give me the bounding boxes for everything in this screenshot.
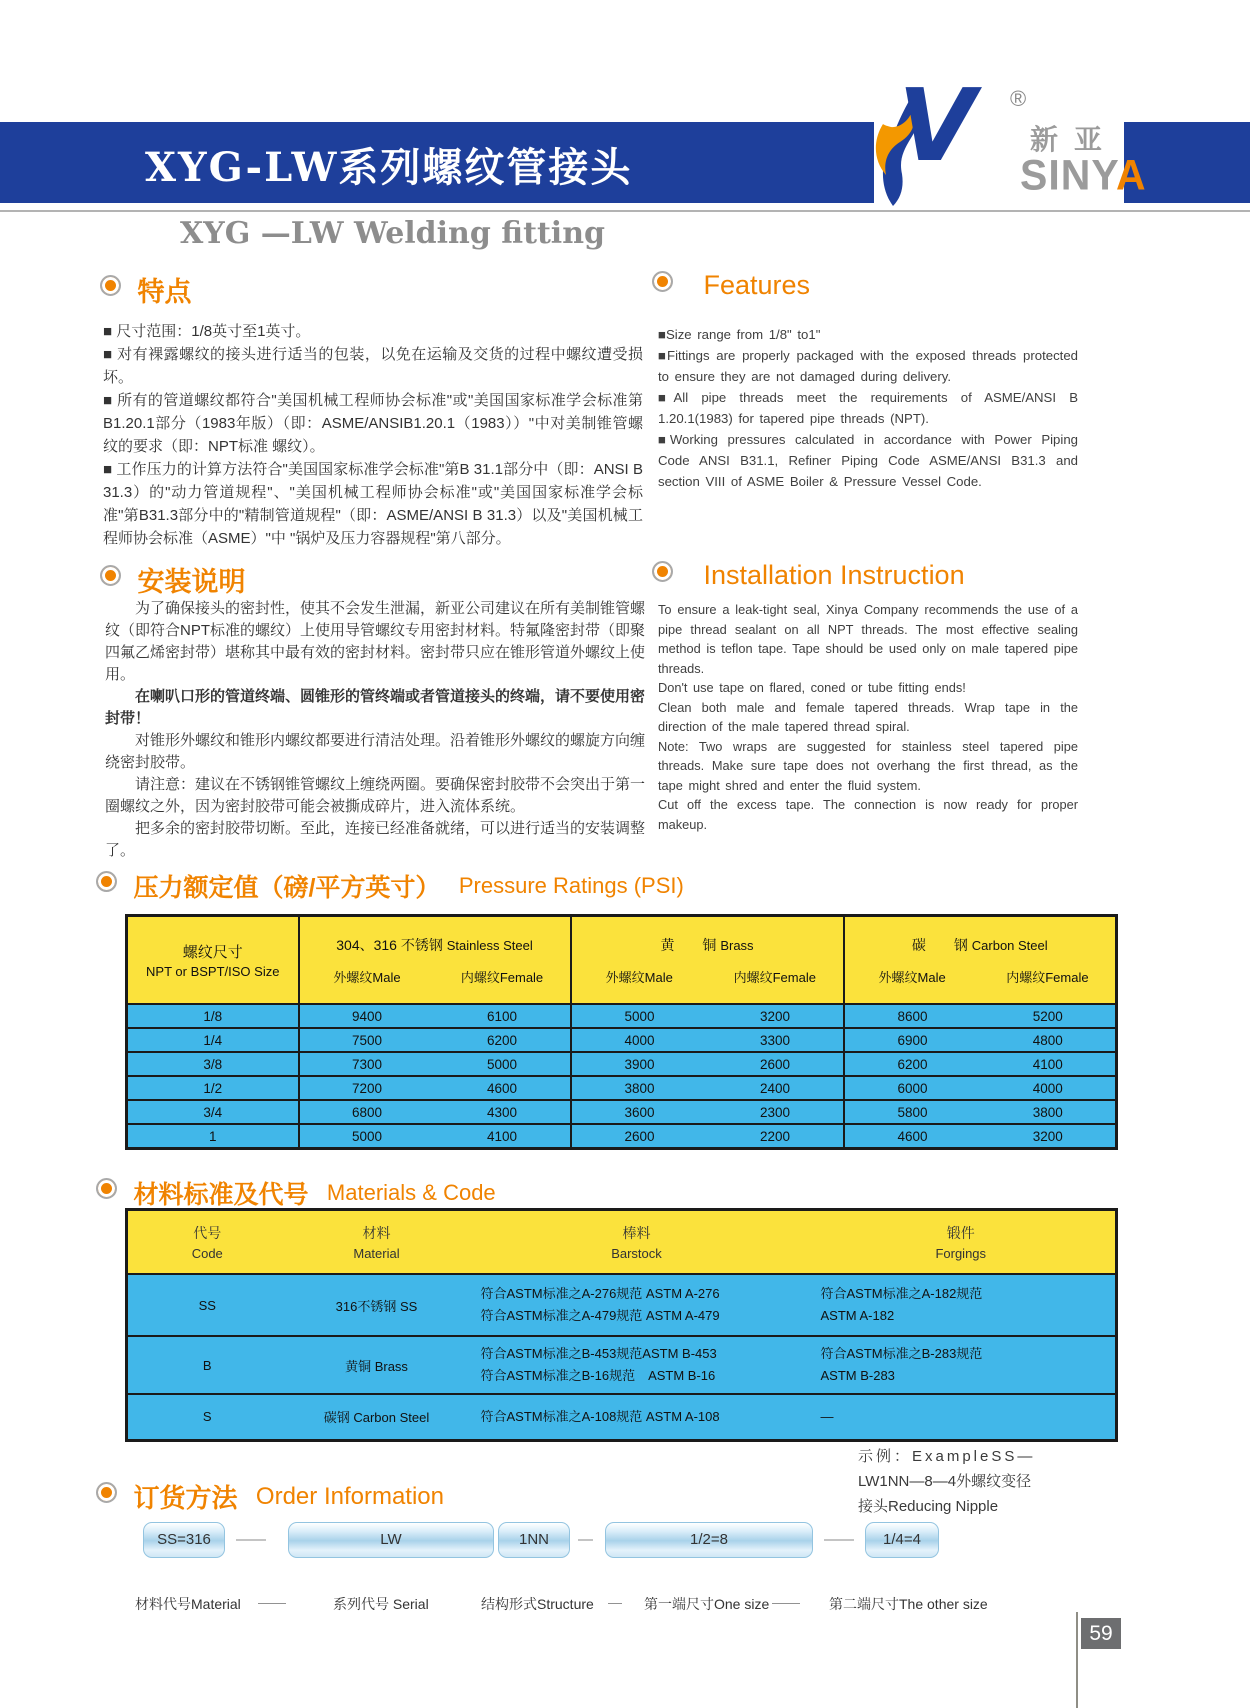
- page-number-rule: [1076, 1612, 1078, 1708]
- code-cell: B: [127, 1336, 287, 1394]
- forgings-cell: 符合ASTM标准之B-283规范 ASTM B-283: [807, 1336, 1117, 1394]
- order-label-dash: ——: [258, 1594, 286, 1610]
- sinya-logo: [872, 67, 1147, 208]
- pressure-value: 5000: [435, 1052, 571, 1076]
- stainless-group-header: 304、316 不锈钢 Stainless Steel 外螺纹Male 内螺纹Female: [299, 916, 571, 1005]
- pressure-value: 4600: [844, 1124, 981, 1149]
- pressure-value: 4600: [435, 1076, 571, 1100]
- materials-header-row: [127, 1210, 1117, 1275]
- section-bullet-icon: [100, 565, 121, 586]
- logo-brand-en: SINYA: [1020, 150, 1147, 200]
- pressure-value: 2400: [708, 1076, 844, 1100]
- header-divider: [0, 210, 1250, 212]
- pressure-value: 3900: [571, 1052, 708, 1076]
- order-label-dash: ——: [772, 1594, 800, 1610]
- section-bullet-icon: [100, 275, 121, 296]
- install-en-body: [658, 600, 1078, 834]
- pressure-value: 6100: [435, 1004, 571, 1028]
- pressure-value: 2300: [708, 1100, 844, 1124]
- pressure-value: 2600: [708, 1052, 844, 1076]
- pressure-value: 5200: [981, 1004, 1117, 1028]
- materials-row: [127, 1394, 1117, 1440]
- pressure-value: 4300: [435, 1100, 571, 1124]
- registered-trademark-icon: ®: [1010, 86, 1027, 111]
- size-cell: 1: [127, 1124, 299, 1149]
- pressure-value: 9400: [299, 1004, 435, 1028]
- feature-item: ■All pipe threads meet the requirements of ASME/ANSI B 1.20.1(1983) for tapered pipe threads (NPT).: [658, 390, 1078, 426]
- pressure-value: 4100: [435, 1124, 571, 1149]
- order-label-serial: 系列代号 Serial: [333, 1596, 429, 1612]
- pressure-value: 3200: [981, 1124, 1117, 1149]
- materials-row: [127, 1274, 1117, 1336]
- pressure-header-row: [127, 916, 1117, 1005]
- pressure-value: 3600: [571, 1100, 708, 1124]
- pressure-value: 5800: [844, 1100, 981, 1124]
- pressure-value: 5000: [571, 1004, 708, 1028]
- code-column-header: 代号 Code: [127, 1210, 287, 1275]
- pressure-row: [127, 1028, 1117, 1052]
- pressure-value: 7200: [299, 1076, 435, 1100]
- order-label-size-one: 第一端尺寸One size: [644, 1596, 770, 1612]
- logo-v-letter: V: [898, 67, 976, 184]
- install-paragraph: 请注意：建议在不锈钢锥管螺纹上缠绕两圈。要确保密封胶带不会突出于第一圈螺纹之外，因为密封胶带可能会被撕成碎片，进入流体系统。: [105, 776, 646, 815]
- pressure-value: 7500: [299, 1028, 435, 1052]
- feature-item: ■ 对有裸露螺纹的接头进行适当的包装，以免在运输及交货的过程中螺纹遭受损坏。: [103, 346, 643, 386]
- section-bullet-icon: [96, 871, 117, 892]
- feature-item: ■ 尺寸范围：1/8英寸至1英寸。: [103, 323, 311, 340]
- pressure-value: 6800: [299, 1100, 435, 1124]
- page-subtitle: XYG —LW Welding fitting: [180, 216, 605, 251]
- pressure-ratings-table: [125, 914, 1118, 1150]
- pressure-value: 4800: [981, 1028, 1117, 1052]
- install-paragraph: Clean both male and female tapered threads. Wrap tape in the direction of the male tapered thread spiral.: [658, 699, 1078, 734]
- order-example-note: 示例：ExampleSS— LW1NN—8—4外螺纹变径 接头Reducing Nipple: [858, 1448, 1036, 1515]
- order-pill-size-one: 1/2=8: [605, 1522, 813, 1558]
- barstock-cell: 符合ASTM标准之B-453规范ASTM B-453 符合ASTM标准之B-16规范 ASTM B-16: [467, 1336, 807, 1394]
- section-bullet-icon: [96, 1482, 117, 1503]
- features-cn-body: [103, 320, 643, 550]
- page-number: 59: [1081, 1618, 1121, 1649]
- pressure-value: 8600: [844, 1004, 981, 1028]
- pressure-row: [127, 1052, 1117, 1076]
- order-label-size-two: 第二端尺寸The other size: [829, 1596, 988, 1612]
- pressure-value: 3800: [981, 1100, 1117, 1124]
- barstock-cell: 符合ASTM标准之A-108规范 ASTM A-108: [467, 1394, 807, 1440]
- pressure-value: 3200: [708, 1004, 844, 1028]
- barstock-cell: 符合ASTM标准之A-276规范 ASTM A-276 符合ASTM标准之A-479规范 ASTM A-479: [467, 1274, 807, 1336]
- order-pill-dash: ——: [824, 1531, 854, 1548]
- size-cell: 3/8: [127, 1052, 299, 1076]
- size-cell: 1/4: [127, 1028, 299, 1052]
- section-heading-order: 订货方法 Order Information: [96, 1478, 444, 1510]
- forgings-cell: 符合ASTM标准之A-182规范 ASTM A-182: [807, 1274, 1117, 1336]
- order-pill-material: SS=316: [143, 1522, 225, 1558]
- pressure-row: [127, 1076, 1117, 1100]
- pressure-value: 4000: [571, 1028, 708, 1052]
- section-bullet-icon: [652, 561, 673, 582]
- pressure-value: 6200: [435, 1028, 571, 1052]
- pressure-value: 3800: [571, 1076, 708, 1100]
- pressure-value: 6900: [844, 1028, 981, 1052]
- section-heading-materials: 材料标准及代号 Materials & Code: [96, 1175, 496, 1207]
- features-en-body: [658, 324, 1078, 492]
- order-label-structure: 结构形式Structure: [481, 1596, 594, 1612]
- order-pill-dash: —: [578, 1531, 593, 1548]
- feature-item: ■ 所有的管道螺纹都符合"美国机械工程师协会标准"或"美国国家标准学会标准第B1.20.1部分（1983年版）（即：ASME/ANSIB1.20.1（1983））"中对美制锥管螺纹的要求（即：NPT标准 螺纹）。: [103, 392, 643, 455]
- order-label-dash: —: [608, 1594, 622, 1610]
- install-paragraph-bold: 在喇叭口形的管道终端、圆锥形的管终端或者管道接头的终端，请不要使用密封带！: [105, 688, 646, 727]
- material-column-header: 材料 Material: [287, 1210, 467, 1275]
- pressure-value: 6200: [844, 1052, 981, 1076]
- pressure-value: 2600: [571, 1124, 708, 1149]
- pressure-row: [127, 1124, 1117, 1149]
- pressure-value: 6000: [844, 1076, 981, 1100]
- brass-group-header: 黄 铜 Brass 外螺纹Male 内螺纹Female: [571, 916, 844, 1005]
- size-cell: 3/4: [127, 1100, 299, 1124]
- size-column-header: 螺纹尺寸 NPT or BSPT/ISO Size: [127, 916, 299, 1005]
- section-bullet-icon: [96, 1178, 117, 1199]
- forgings-column-header: 锻件 Forgings: [807, 1210, 1117, 1275]
- pressure-value: 3300: [708, 1028, 844, 1052]
- code-cell: SS: [127, 1274, 287, 1336]
- section-heading-features-cn: 特点: [100, 270, 191, 302]
- order-pill-size-two: 1/4=4: [865, 1522, 939, 1558]
- materials-code-table: [125, 1208, 1118, 1442]
- install-paragraph: To ensure a leak-tight seal, Xinya Company recommends the use of a pipe thread sealant on all NPT threads. The most effective sealing method is teflon tape. Tape should be used only on male tapered pipe threads.: [658, 602, 1078, 676]
- carbon-group-header: 碳 钢 Carbon Steel 外螺纹Male 内螺纹Female: [844, 916, 1117, 1005]
- code-cell: S: [127, 1394, 287, 1440]
- section-bullet-icon: [652, 271, 673, 292]
- size-cell: 1/2: [127, 1076, 299, 1100]
- install-paragraph: 为了确保接头的密封性，使其不会发生泄漏，新亚公司建议在所有美制锥管螺纹（即符合NPT标准的螺纹）上使用导管螺纹专用密封材料。特氟隆密封带（即聚四氟乙烯密封带）堪称其中最有效的密封材料。密封带只应在锥形管道外螺纹上使用。: [105, 600, 646, 683]
- pressure-value: 4100: [981, 1052, 1117, 1076]
- install-paragraph: Note: Two wraps are suggested for stainless steel tapered pipe threads. Make sure tape does not overhang the first thread, as the tape might shred and enter the fluid system.: [658, 738, 1078, 793]
- pressure-value: 7300: [299, 1052, 435, 1076]
- pressure-row: [127, 1004, 1117, 1028]
- feature-item: ■ 工作压力的计算方法符合"美国国家标准学会标准"第B 31.1部分中（即：ANSI B 31.3）的"动力管道规程"、"美国机械工程师协会标准"或"美国国家标准学会标准"第B31.3部分中的"精制管道规程"（即：ASME/ANSI B 31.3）以及"美国机械工 程师协会标准（ASME）"中 "锅炉及压力容器规程"第八部分。: [103, 461, 643, 547]
- feature-item: ■Fittings are properly packaged with the exposed threads protected to ensure they are not damaged during delivery.: [658, 348, 1078, 384]
- materials-row: [127, 1336, 1117, 1394]
- install-paragraph: Cut off the excess tape. The connection is now ready for proper makeup.: [658, 797, 1078, 832]
- material-cell: 黄铜 Brass: [287, 1336, 467, 1394]
- section-heading-install-en: Installation Instruction: [652, 560, 965, 592]
- install-paragraph: 把多余的密封胶带切断。至此，连接已经准备就绪，可以进行适当的安装调整了。: [105, 820, 646, 859]
- page-title: XYG-LW系列螺纹管接头: [145, 144, 633, 191]
- pressure-value: 2200: [708, 1124, 844, 1149]
- section-heading-features-en: Features: [652, 270, 810, 302]
- order-pill-dash: ——: [236, 1531, 266, 1548]
- install-paragraph: Don't use tape on flared, coned or tube fitting ends!: [658, 680, 966, 695]
- material-cell: 碳钢 Carbon Steel: [287, 1394, 467, 1440]
- feature-item: ■Size range from 1/8" to1": [658, 327, 821, 342]
- feature-item: ■Working pressures calculated in accordance with Power Piping Code ANSI B31.1, Refiner Piping Code ASME/ANSI B31.3 and section VIII of ASME Boiler & Pressure Vessel Code.: [658, 432, 1078, 489]
- section-heading-pressure: 压力额定值（磅/平方英寸） Pressure Ratings (PSI): [96, 868, 684, 900]
- pressure-row: [127, 1100, 1117, 1124]
- order-pill-structure: 1NN: [498, 1522, 570, 1558]
- install-paragraph: 对锥形外螺纹和锥形内螺纹都要进行清洁处理。沿着锥形外螺纹的螺旋方向缠绕密封胶带。: [105, 732, 646, 771]
- barstock-column-header: 棒料 Barstock: [467, 1210, 807, 1275]
- size-cell: 1/8: [127, 1004, 299, 1028]
- install-cn-body: [105, 598, 645, 862]
- order-pill-serial: LW: [288, 1522, 494, 1558]
- order-label-material: 材料代号Material: [135, 1596, 241, 1612]
- section-heading-install-cn: 安装说明: [100, 560, 245, 592]
- pressure-value: 5000: [299, 1124, 435, 1149]
- pressure-value: 4000: [981, 1076, 1117, 1100]
- material-cell: 316不锈钢 SS: [287, 1274, 467, 1336]
- forgings-cell: —: [807, 1394, 1117, 1440]
- logo-brand-cn: 新亚: [1030, 124, 1119, 155]
